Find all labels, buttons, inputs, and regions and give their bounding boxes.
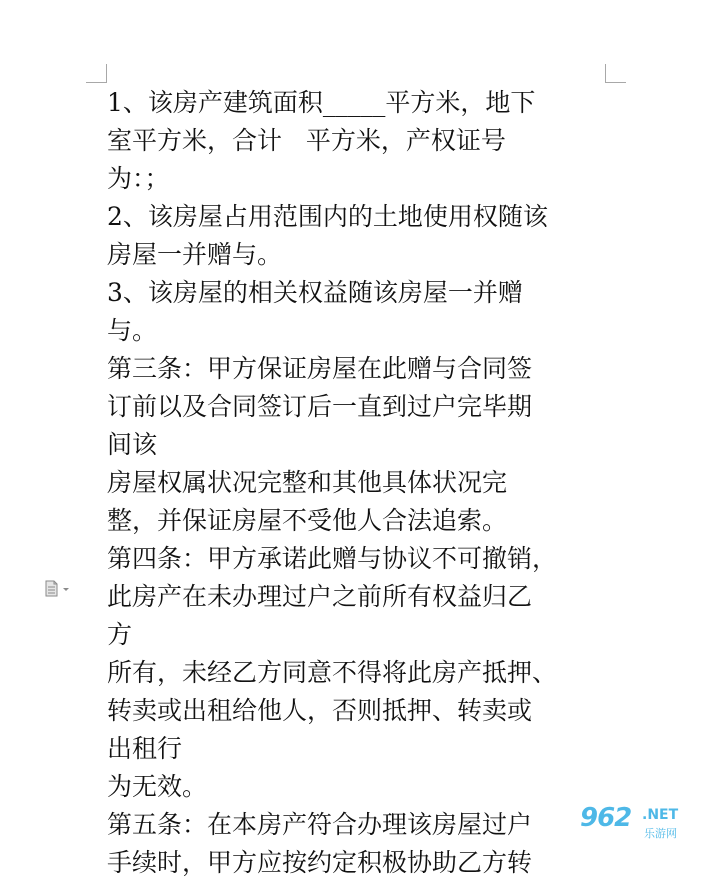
text-line: 房屋一并赠与。 [107, 240, 283, 269]
text-line: 与。 [107, 316, 158, 345]
watermark-logo [580, 803, 700, 841]
text-line: 为：； [107, 164, 170, 193]
text-line: 所有，未经乙方同意不得将此房产抵押、 [107, 658, 558, 687]
text-line: 手续时，甲方应按约定积极协助乙方转 [107, 848, 533, 877]
document-icon[interactable] [44, 580, 72, 598]
text-line: 间该 [107, 430, 158, 459]
text-line: 房屋权属状况完整和其他具体状况完 [107, 468, 508, 497]
margin-corner-mark-left [86, 64, 107, 83]
text-line: 出租行 [107, 734, 183, 763]
watermark-sub: 乐游网 [644, 827, 677, 840]
text-line: 此房产在未办理过户之前所有权益归乙 [107, 582, 533, 611]
text-line: 第五条：在本房产符合办理该房屋过户 [107, 810, 533, 839]
text-line: 第四条：甲方承诺此赠与协议不可撤销， [107, 544, 558, 573]
text-line: 2、该房屋占用范围内的土地使用权随该 [107, 202, 548, 231]
margin-corner-mark-right [605, 64, 626, 83]
text-line: 方 [107, 620, 133, 649]
text-line: 3、该房屋的相关权益随该房屋一并赠 [107, 278, 523, 307]
watermark-main: 962 [580, 803, 632, 833]
watermark-net: .NET [642, 807, 679, 823]
document-body[interactable] [107, 84, 627, 882]
document-icon-glyph [44, 580, 72, 598]
text-line: 室平方米，合计 平方米，产权证号 [107, 126, 506, 155]
text-line: 订前以及合同签订后一直到过户完毕期 [107, 392, 533, 421]
text-line: 1、该房产建筑面积_____平方米，地下 [107, 88, 536, 117]
text-line: 转卖或出租给他人，否则抵押、转卖或 [107, 696, 533, 725]
text-line: 整，并保证房屋不受他人合法追索。 [107, 506, 508, 535]
text-line: 为无效。 [107, 772, 208, 801]
text-line: 第三条：甲方保证房屋在此赠与合同签 [107, 354, 533, 383]
